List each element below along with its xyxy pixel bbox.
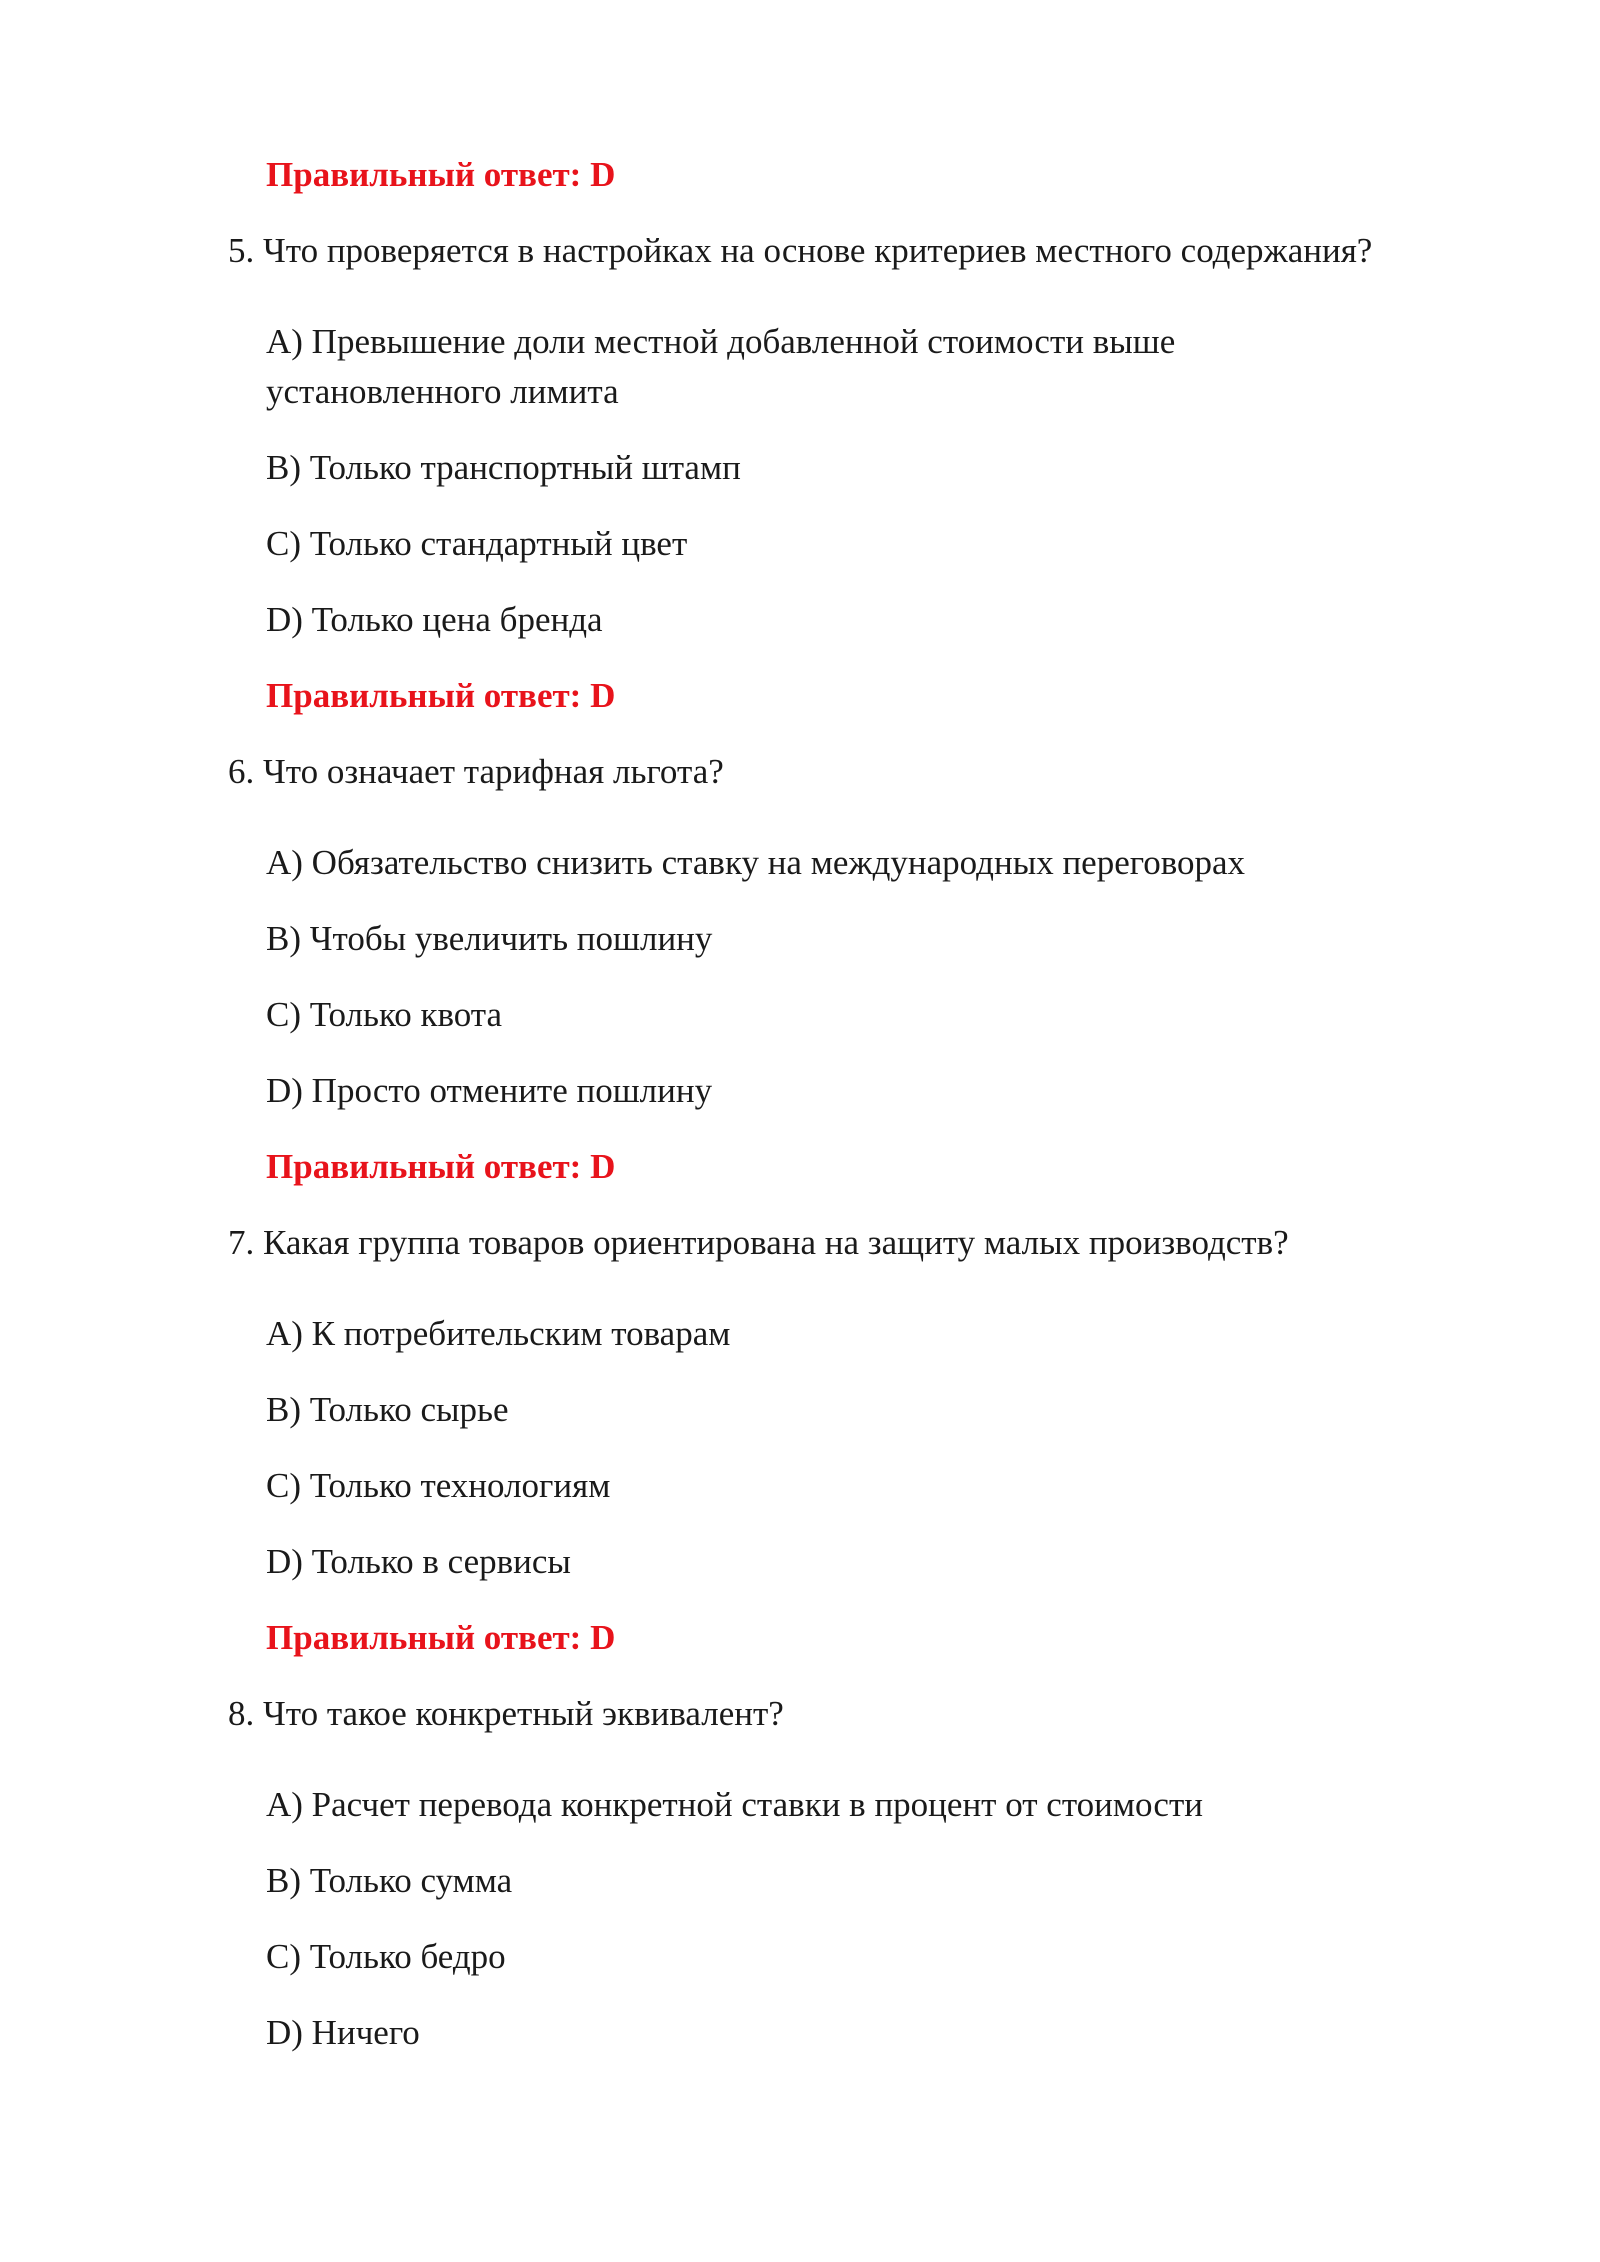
option-b: B) Только транспортный штамп bbox=[266, 448, 741, 487]
option-b: B) Только сумма bbox=[266, 1861, 513, 1900]
question-number: 5. bbox=[228, 231, 255, 270]
question-number: 6. bbox=[228, 752, 255, 791]
correct-answer-label: Правильный ответ: D bbox=[266, 1147, 616, 1186]
question-number: 7. bbox=[228, 1223, 255, 1262]
option-c: C) Только квота bbox=[266, 995, 503, 1034]
question-5 bbox=[228, 226, 1372, 276]
option-d: D) Ничего bbox=[266, 2013, 420, 2052]
question-8 bbox=[228, 1689, 784, 1739]
question-text: Что проверяется в настройках на основе критериев местного содержания? bbox=[263, 231, 1373, 270]
option-d: D) Только цена бренда bbox=[266, 600, 603, 639]
question-number: 8. bbox=[228, 1694, 255, 1733]
question-7 bbox=[228, 1218, 1289, 1268]
correct-answer-label: Правильный ответ: D bbox=[266, 155, 616, 194]
question-6 bbox=[228, 747, 724, 797]
option-a-continued: установленного лимита bbox=[266, 372, 619, 411]
question-text: Что такое конкретный эквивалент? bbox=[263, 1694, 784, 1733]
option-a: A) Превышение доли местной добавленной стоимости выше bbox=[266, 322, 1176, 361]
option-b: B) Чтобы увеличить пошлину bbox=[266, 919, 713, 958]
option-a: A) К потребительским товарам bbox=[266, 1314, 731, 1353]
correct-answer-label: Правильный ответ: D bbox=[266, 676, 616, 715]
question-text: Какая группа товаров ориентирована на защиту малых производств? bbox=[263, 1223, 1289, 1262]
option-c: C) Только технологиям bbox=[266, 1466, 611, 1505]
question-text: Что означает тарифная льгота? bbox=[263, 752, 724, 791]
correct-answer-label: Правильный ответ: D bbox=[266, 1618, 616, 1657]
option-c: C) Только стандартный цвет bbox=[266, 524, 688, 563]
option-a: A) Расчет перевода конкретной ставки в процент от стоимости bbox=[266, 1785, 1203, 1824]
option-c: C) Только бедро bbox=[266, 1937, 506, 1976]
option-d: D) Только в сервисы bbox=[266, 1542, 571, 1581]
option-b: B) Только сырье bbox=[266, 1390, 509, 1429]
option-a: A) Обязательство снизить ставку на международных переговорах bbox=[266, 843, 1246, 882]
option-d: D) Просто отмените пошлину bbox=[266, 1071, 713, 1110]
